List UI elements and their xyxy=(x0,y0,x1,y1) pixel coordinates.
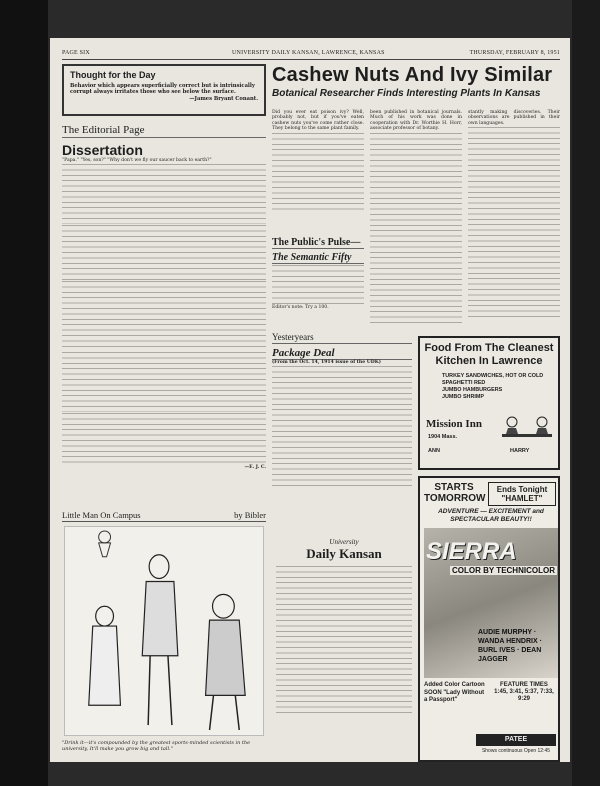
editorial-section-head: The Editorial Page xyxy=(62,124,266,138)
article-col-2-text: been published in botanical journals. Much of his work was done in cooperation with Dr. Worthie H. Horr, associate professor of botany. xyxy=(370,110,462,132)
yesteryears-dateline: (From the Oct. 14, 1914 issue of the UDK) xyxy=(272,360,381,365)
pulse-editor-note: Editor's note: Try a 100. xyxy=(272,305,329,310)
pulse-section-head: The Public's Pulse— xyxy=(272,237,364,249)
theater-name: PATEE xyxy=(476,734,556,746)
article-header xyxy=(272,64,560,99)
cartoon-title: Little Man On Campus xyxy=(62,510,141,520)
cashew-article xyxy=(272,110,560,330)
article-col-3 xyxy=(468,110,560,328)
kansan-masthead-univ: University xyxy=(329,538,359,546)
page-number: PAGE SIX xyxy=(62,50,90,56)
movie-title: SIERRA xyxy=(426,538,517,565)
yesteryears-title: Package Deal xyxy=(272,347,412,360)
editorial-body xyxy=(62,164,266,465)
feature-times: 1:45, 3:41, 5:37, 7:33, 9:29 xyxy=(494,689,554,702)
thought-attribution: —James Bryant Conant. xyxy=(189,95,258,102)
page-masthead xyxy=(62,48,560,60)
article-subhead: Botanical Researcher Finds Interesting Plants In Kansas xyxy=(272,88,541,99)
movie-ends: Ends Tonight "HAMLET" xyxy=(488,482,556,506)
restaurant-address: 1904 Mass. xyxy=(428,434,458,440)
kansan-masthead xyxy=(276,538,412,716)
thought-box xyxy=(62,64,266,116)
article-headline: Cashew Nuts And Ivy Similar xyxy=(272,64,553,86)
yesteryears-column xyxy=(272,330,412,486)
thought-title: Thought for the Day xyxy=(70,70,156,80)
thought-quote: Behavior which appears superficially correct but is intrinsically corrupt always irritates those who see below the surface. xyxy=(70,83,255,96)
editorial-signature: —E. J. C. xyxy=(244,465,266,471)
movie-color: COLOR BY TECHNICOLOR xyxy=(452,566,555,575)
cartoon-byline: by Bibler xyxy=(234,510,266,520)
kansan-masthead-name: Daily Kansan xyxy=(306,546,382,561)
movie-starts: STARTS TOMORROW xyxy=(424,482,486,504)
yesteryears-section-head: Yesteryears xyxy=(272,332,412,344)
food-ad-headline: Food From The Cleanest Kitchen In Lawrence xyxy=(424,342,554,367)
food-ad-menu xyxy=(442,373,554,401)
paper-title: UNIVERSITY DAILY KANSAN, LAWRENCE, KANSAS xyxy=(232,50,385,56)
theater-shows: Shows continuous Open 12:45 xyxy=(481,748,551,754)
restaurant-name: Mission Inn xyxy=(426,418,482,430)
menu-item: SPAGHETTI RED xyxy=(442,380,486,386)
feature-label: FEATURE TIMES xyxy=(500,682,548,688)
cartoon-header xyxy=(62,508,266,522)
menu-item: JUMBO SHRIMP xyxy=(442,394,484,400)
restaurant-owner-left: ANN xyxy=(428,448,440,454)
pulse-column xyxy=(272,234,364,310)
article-col-2 xyxy=(370,110,462,328)
movie-feature xyxy=(490,682,558,703)
mission-inn-ad xyxy=(418,336,560,470)
editorial-lead: "Papa." "Yes, son?" "Why don't we fly our saucer back to earth?" xyxy=(62,158,212,163)
movie-tagline: ADVENTURE — EXCITEMENT and SPECTACULAR BEAUTY!! xyxy=(438,508,544,523)
article-col-3-text: stantly making discoveries. Their observations are published in their own languages. xyxy=(468,110,560,126)
cartoon-caption: "Drink it—it's compounded by the greatest sports-minded scientists in the university, It'll make you grow big and tall." xyxy=(62,740,251,752)
movie-cast: AUDIE MURPHY · WANDA HENDRIX · BURL IVES · DEAN JAGGER xyxy=(478,629,542,663)
menu-item: TURKEY SANDWICHES, HOT OR COLD xyxy=(442,373,544,379)
article-col-1-text: Did you ever eat poison ivy? Well, probably not, but if you've eaten cashew nuts you've come rather close. They belong to the same plant family. xyxy=(272,110,364,132)
newspaper-page xyxy=(50,38,570,762)
scan-edge-right xyxy=(572,0,600,786)
restaurant-owner-right: HARRY xyxy=(510,448,530,454)
scan-edge-left xyxy=(0,0,48,786)
left-column xyxy=(62,64,266,471)
cartoon-illustration xyxy=(64,526,264,736)
patee-movie-ad xyxy=(418,476,560,762)
pulse-title: The Semantic Fifty xyxy=(272,252,364,264)
page-date: THURSDAY, FEBRUARY 8, 1951 xyxy=(469,50,560,56)
menu-item: JUMBO HAMBURGERS xyxy=(442,387,503,393)
diner-illustration xyxy=(498,414,556,450)
editorial-title: Dissertation xyxy=(62,142,143,158)
movie-added: Added Color Cartoon SOON "Lady Without a Passport" xyxy=(424,682,485,703)
